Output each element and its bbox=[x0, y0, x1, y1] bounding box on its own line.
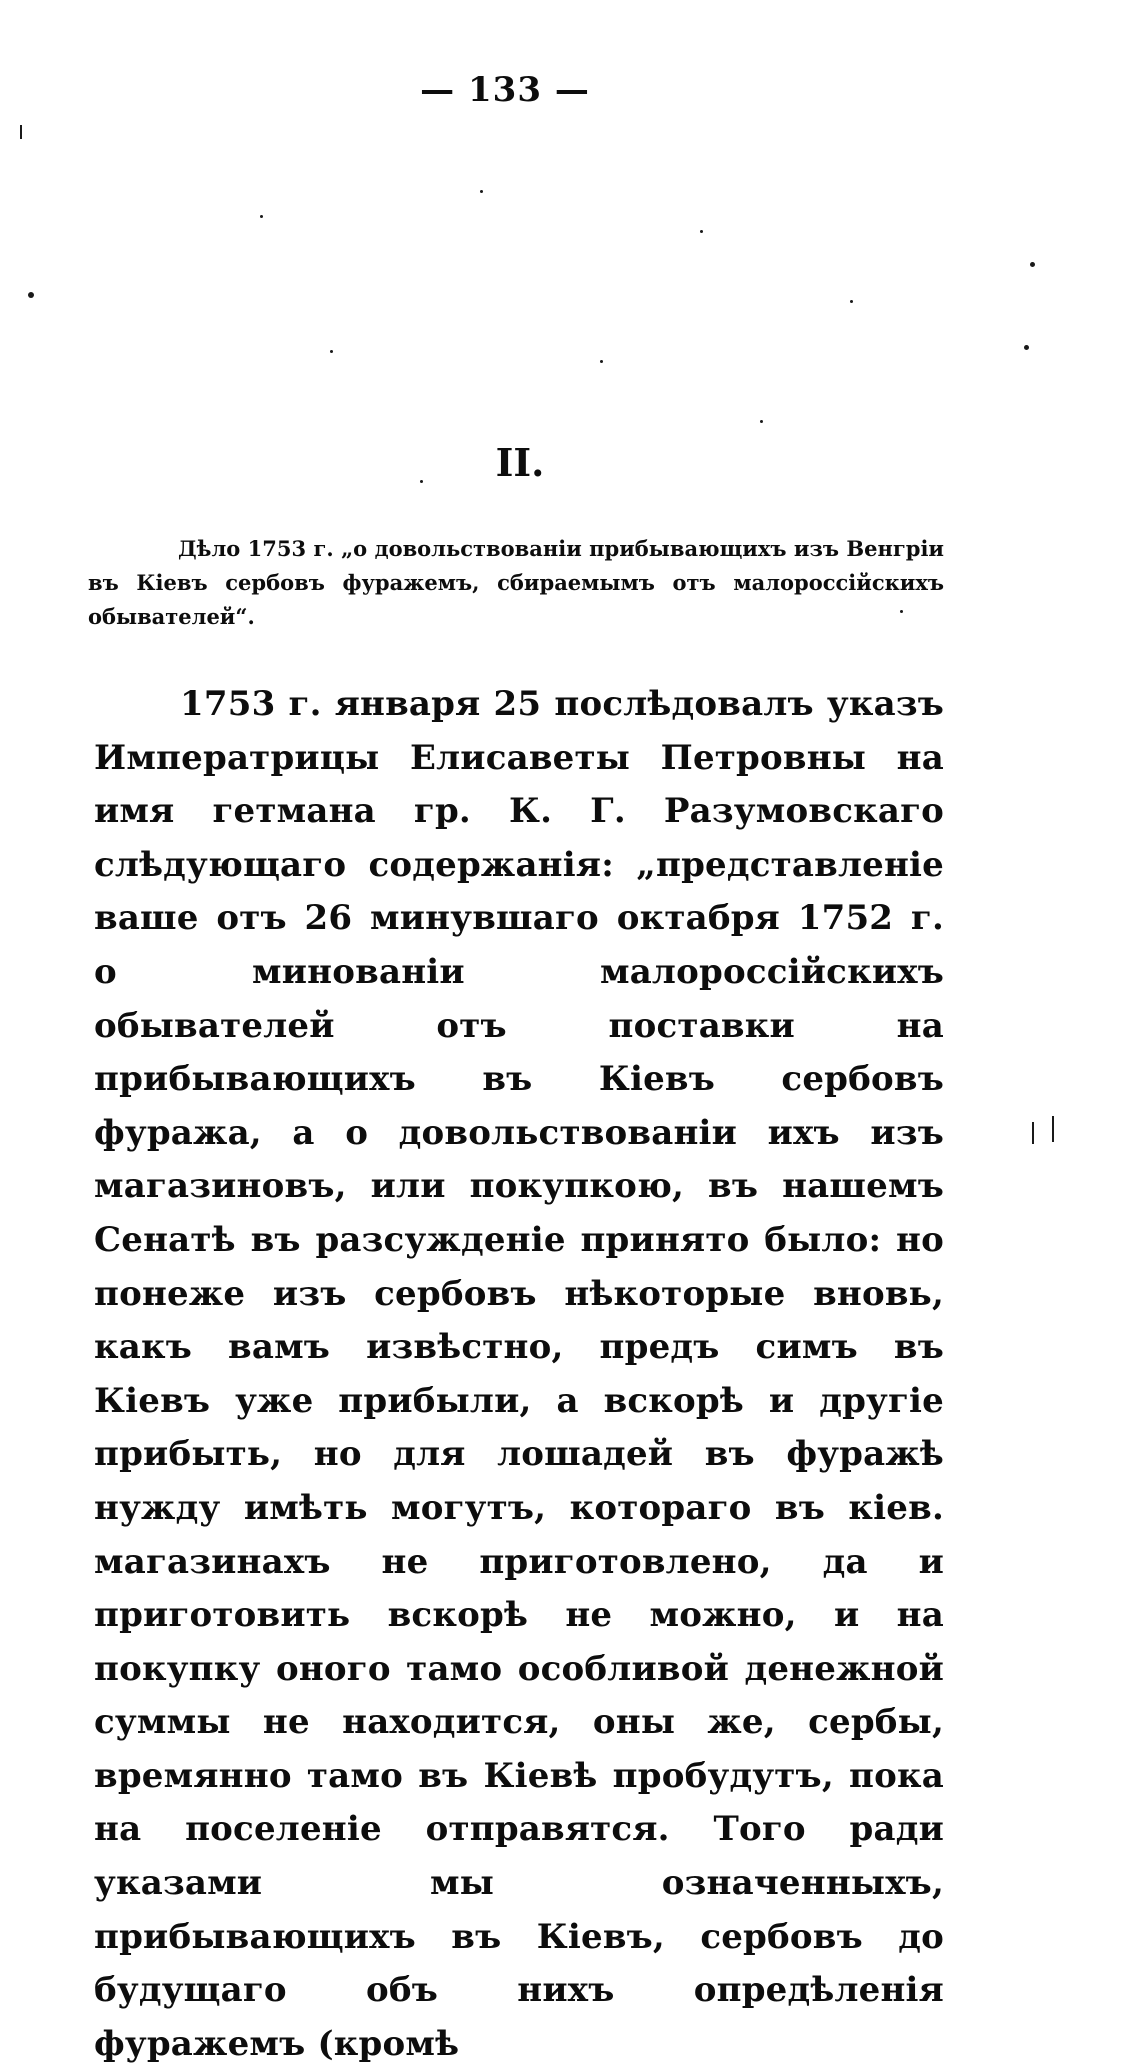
scan-speck bbox=[850, 300, 853, 303]
body-paragraph: 1753 г. января 25 послѣдовалъ указъ Императрицы Елисаветы Петровны на имя гетмана гр. К. Г. Разумовскаго слѣдующаго содержанія: „представленіе ваше отъ 26 минувшаго октабря 1752 г. о миновaніи малороссійскихъ обывателей отъ поставки на прибывающихъ въ Кіевъ сербовъ фуража, а о довольствованіи ихъ изъ магазиновъ, или покупкою, въ нашемъ Сенатѣ въ разсужденіе принято было: но понеже изъ сербовъ нѣкоторые вновь, какъ вамъ извѣстно, предъ симъ въ Кіевъ уже прибыли, а вскорѣ и другіе прибыть, но для лошадей въ фуражѣ нужду имѣть могутъ, котораго въ кіев. магазинахъ не приготовлено, да и приготовить вскорѣ не можно, и на покупку оного тамо особливой денежной суммы не находится, оны же, сербы, времянно тамо въ Кіевѣ пробудутъ, пока на поселеніе отправятся. Того ради указами мы означенныхъ, прибывающихъ въ Кіевъ, сербовъ до будущаго объ нихъ опредѣленія фуражемъ (кромѣ bbox=[94, 684, 944, 2064]
case-title: Дѣло 1753 г. „о довольствованіи прибывающихъ изъ Венгріи въ Кіевъ сербовъ фуражемъ, сбираемымъ отъ малороссійскихъ обывателей“. bbox=[88, 536, 944, 629]
page-number: — 133 — bbox=[420, 70, 590, 110]
scan-mark bbox=[20, 125, 22, 139]
scan-speck bbox=[260, 215, 263, 218]
scan-speck bbox=[900, 610, 903, 613]
section-numeral: II. bbox=[495, 440, 545, 485]
scan-speck bbox=[28, 292, 34, 298]
scan-speck bbox=[600, 360, 603, 363]
scan-mark bbox=[1052, 1116, 1054, 1142]
scan-speck bbox=[700, 230, 703, 233]
scan-speck bbox=[480, 190, 483, 193]
scan-speck bbox=[420, 480, 423, 483]
scan-speck bbox=[1024, 345, 1029, 350]
scan-speck bbox=[760, 420, 763, 423]
scan-speck bbox=[330, 350, 333, 353]
scan-mark bbox=[1032, 1122, 1034, 1144]
scan-speck bbox=[1030, 262, 1035, 267]
